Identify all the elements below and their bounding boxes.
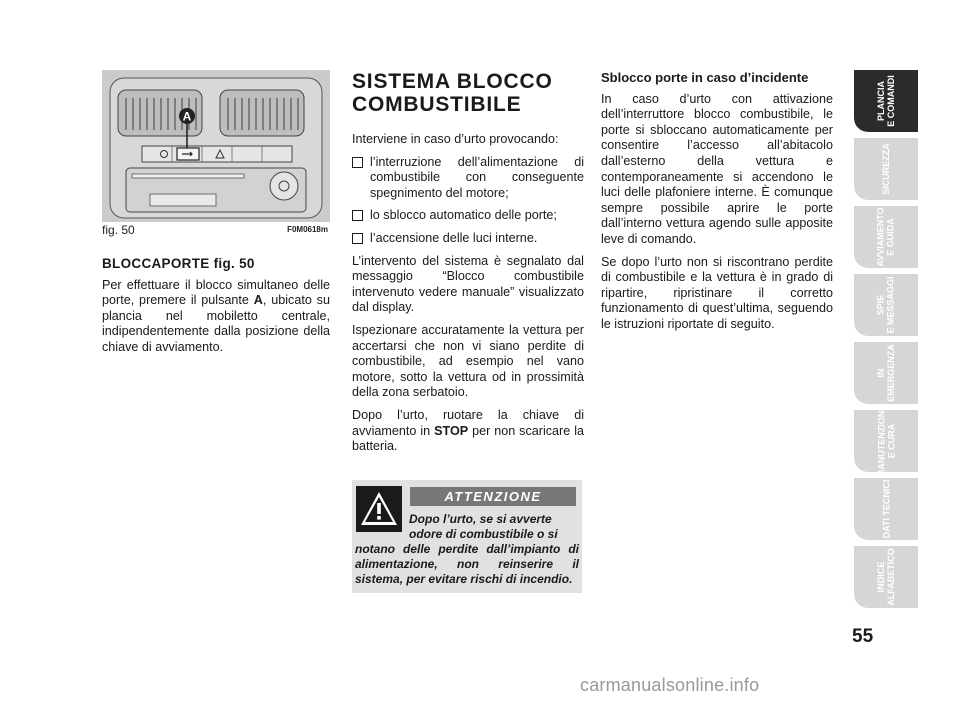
tab-label: SPIE E MESSAGGI [875,276,896,334]
tab-label: MANUTENZIONE E CURA [876,404,896,478]
tab-label: DATI TECNICI [881,479,891,539]
list-item [352,231,584,247]
unlock-paragraph-1: In caso d’urto con attivazione dell’interruttore blocco combustibile, le porte si sbloccano automaticamente per consentire l’accesso all’abitacolo dall’esterno della vettura e contemporaneamente si accendono le luci delle plafoniere interne. È comunque sempre possibile aprire le porte dall’interno vettura agendo sulle apposite leve di comando. [601,91,833,246]
section-title-line2: COMBUSTIBILE [352,93,522,116]
warning-box [352,480,582,593]
unlock-heading: Sblocco porte in caso d’incidente [601,70,809,85]
figure-label: fig. 50 [102,223,135,237]
list-item-text: l’accensione delle luci interne. [370,230,538,245]
paragraph-key-a: Dopo l’urto, ruotare la chiave di avviamento in [352,407,584,438]
figure-code: F0M0618m [287,225,328,234]
unlock-section [601,70,833,340]
paragraph-inspection: Ispezionare accuratamente la vettura per accertarsi che non vi siano perdite di combustibile, ad esempio nel vano motore, sotto la vettura od in prossimità della zona serbatoio. [352,322,584,400]
checkbox-bullet-icon [352,233,363,244]
bloccaporte-text [102,278,330,356]
warning-banner: ATTENZIONE [410,487,576,506]
paragraph-intervention: L’intervento del sistema è segnalato dal messaggio “Blocco combustibile intervenuto vedere manuale” visualizzato dal display. [352,253,584,315]
tab-plancia-e-comandi[interactable] [854,70,918,132]
tab-indice-alfabetico[interactable] [854,546,918,608]
tab-label: AVVIAMENTO E GUIDA [876,207,896,267]
tab-in-emergenza[interactable] [854,342,918,404]
page-number: 55 [852,626,874,647]
tab-manutenzione-e-cura[interactable] [854,404,918,478]
warning-rest: notano delle perdite dall’impianto di alimentazione, non reinserire il sistema, per evitare rischi di incendio. [355,542,579,586]
figure-caption [102,223,330,237]
tab-avviamento-e-guida[interactable] [854,206,918,268]
tab-label: IN EMERGENZA [875,344,896,402]
tab-spie-e-messaggi[interactable] [854,274,918,336]
main-section [352,70,584,462]
tab-label: INDICE ALFABETICO [876,548,896,606]
bloccaporte-section [102,256,330,356]
warning-line-a: Dopo l’urto, se si avverte [409,512,552,526]
tab-dati-tecnici[interactable] [854,478,918,540]
section-title-line1: SISTEMA BLOCCO [352,70,553,93]
bloccaporte-heading: BLOCCAPORTE fig. 50 [102,256,255,271]
list-item-text: l’interruzione dell’alimentazione di combustibile con conseguente spegnimento del motore; [370,154,584,200]
section-title [352,70,584,116]
list-item [352,208,584,224]
watermark: carmanualsonline.info [580,675,760,695]
warning-line-b: odore di combustibile o si [409,527,558,541]
tab-label: SICUREZZA [881,143,891,195]
paragraph-key-b: per non scaricare la batteria. [352,423,584,454]
paragraph-key [352,408,584,455]
button-letter: A [253,293,263,308]
intro-text: Interviene in caso d’urto provocando: [352,132,559,146]
list-item [352,155,584,202]
dashboard-illustration [102,70,330,222]
list-item-text: lo sblocco automatico delle porte; [370,208,557,223]
tab-label: PLANCIA E COMANDI [876,75,896,127]
dashboard-figure [102,70,330,222]
tab-sicurezza[interactable] [854,138,918,200]
bloccaporte-text-a: Per effettuare il blocco simultaneo delle porte, premere il pulsante [102,277,330,308]
callout-letter: A [182,109,192,124]
unlock-paragraph-2: Se dopo l’urto non si riscontrano perdite di combustibile e la vettura è in grado di ripartire, ripristinare il corretto funzionamento di quest’ultima, seguendo le istruzioni riportate di seguito. [601,254,833,331]
stop-label: STOP [434,423,469,438]
bloccaporte-text-b: , ubicato su plancia nel mobiletto centrale, indipendentemente dalla posizione della chiave di avviamento. [102,293,330,354]
warning-text [355,512,579,587]
checkbox-bullet-icon [352,157,363,168]
checkbox-bullet-icon [352,210,363,221]
